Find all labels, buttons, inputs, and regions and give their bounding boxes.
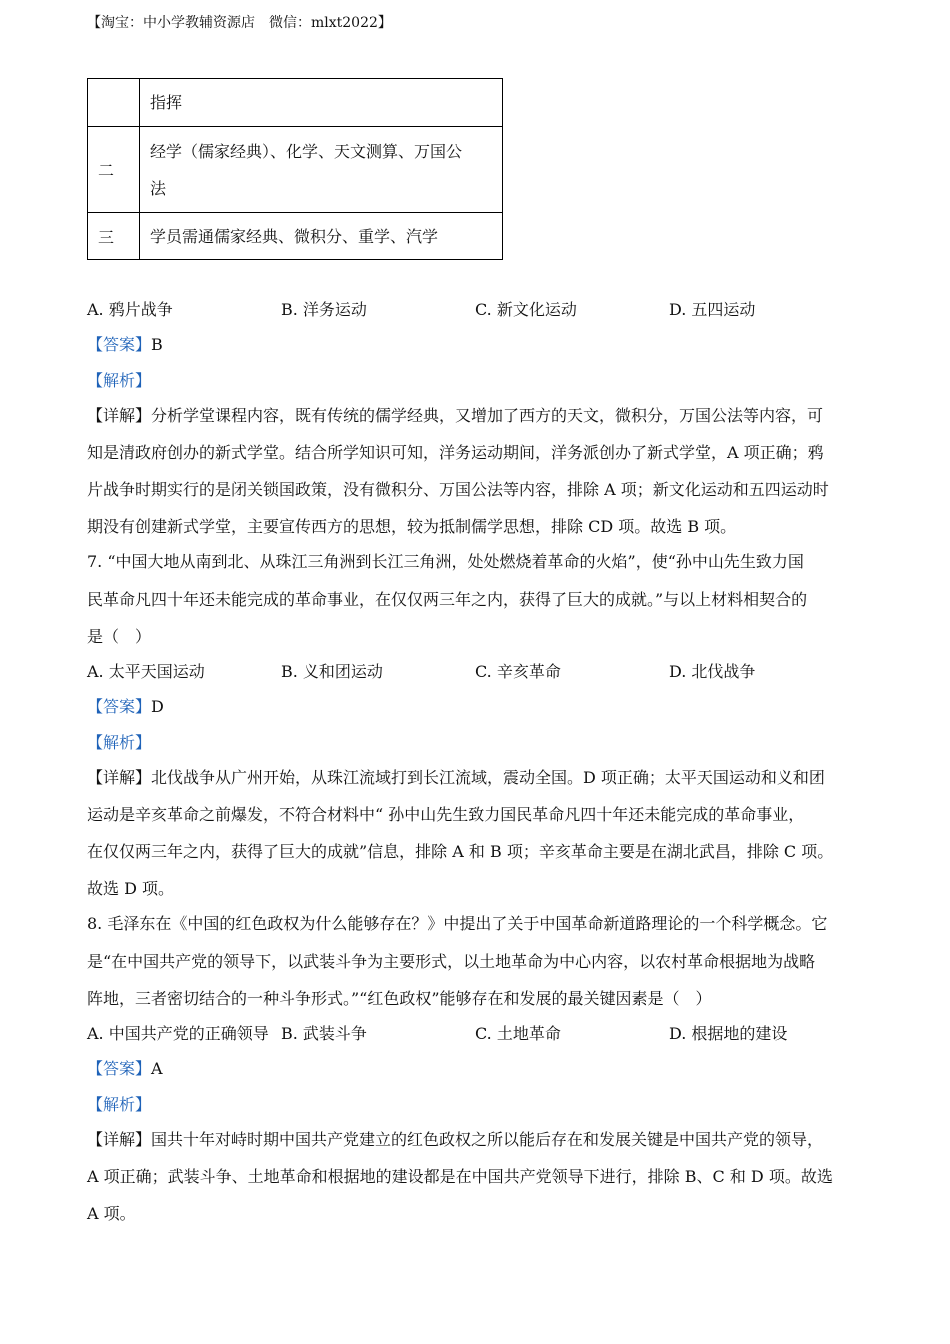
answer-value: B — [151, 335, 163, 354]
option-a: A. 太平天国运动 — [87, 662, 205, 681]
q6-detail-line: 知是清政府创办的新式学堂。结合所学知识可知，洋务运动期间，洋务派创办了新式学堂，A 项正确；鸦 — [87, 443, 824, 462]
q8-stem-line: 是“在中国共产党的领导下，以武装斗争为主要形式，以土地革命为中心内容，以农村革命根据地为战略 — [87, 952, 816, 971]
table-cell-number: 二 — [88, 127, 140, 213]
q6-answer — [87, 332, 163, 355]
q8-detail-line: A 项正确；武装斗争、土地革命和根据地的建设都是在中国共产党领导下进行，排除 B、C 和 D 项。故选 — [87, 1167, 833, 1186]
q7-detail-line: 运动是辛亥革命之前爆发，不符合材料中“ 孙中山先生致力国民革命凡四十年还未能完成的革命事业， — [87, 805, 805, 824]
option-a: A. 中国共产党的正确领导 — [87, 1024, 269, 1043]
q7-stem-line: 民革命凡四十年还未能完成的革命事业，在仅仅两三年之内，获得了巨大的成就。”与以上材料相契合的 — [87, 590, 808, 609]
table-row — [88, 79, 503, 127]
q8-detail-line: A 项。 — [87, 1204, 136, 1223]
q7-stem-line: 7. “中国大地从南到北、从珠江三角洲到长江三角洲，处处燃烧着革命的火焰”，使“孙中山先生致力国 — [87, 552, 804, 571]
table-cell-content: 经学（儒家经典）、化学、天文测算、万国公 法 — [140, 127, 503, 213]
option-d: D. 北伐战争 — [669, 662, 756, 681]
table-row — [88, 127, 503, 213]
q6-options — [87, 297, 867, 319]
q7-analysis-tag: 【解析】 — [87, 733, 152, 752]
q6-analysis-tag: 【解析】 — [87, 371, 152, 390]
option-b: B. 洋务运动 — [281, 300, 367, 319]
table-row — [88, 213, 503, 260]
q8-stem-line: 阵地，三者密切结合的一种斗争形式。”“红色政权”能够存在和发展的最关键因素是（ ） — [87, 989, 712, 1008]
q7-detail-line: 故选 D 项。 — [87, 879, 175, 898]
option-d: D. 五四运动 — [669, 300, 756, 319]
q8-detail-line: 【详解】国共十年对峙时期中国共产党建立的红色政权之所以能后存在和发展关键是中国共产党的领导， — [87, 1130, 824, 1149]
q6-detail-line: 【详解】分析学堂课程内容，既有传统的儒学经典，又增加了西方的天文，微积分，万国公法等内容，可 — [87, 406, 824, 425]
table-cell-content: 指挥 — [140, 79, 503, 127]
q7-detail-line: 在仅仅两三年之内，获得了巨大的成就”信息，排除 A 和 B 项；辛亥革命主要是在湖北武昌，排除 C 项。 — [87, 842, 834, 861]
q7-stem-line: 是（ ） — [87, 627, 152, 646]
page-header: 【淘宝：中小学教辅资源店 微信：mlxt2022】 — [87, 15, 392, 31]
table-cell-content: 学员需通儒家经典、微积分、重学、汽学 — [140, 213, 503, 260]
q6-detail-line: 片战争时期实行的是闭关锁国政策，没有微积分、万国公法等内容，排除 A 项；新文化运动和五四运动时 — [87, 480, 829, 499]
answer-tag: 【答案】 — [87, 335, 152, 354]
q8-analysis-tag: 【解析】 — [87, 1095, 152, 1114]
q8-options — [87, 1021, 867, 1043]
q7-answer — [87, 694, 164, 717]
answer-value: D — [151, 697, 164, 716]
q8-stem-line: 8. 毛泽东在《中国的红色政权为什么能够存在？》中提出了关于中国革命新道路理论的一个科学概念。它 — [87, 914, 828, 933]
option-b: B. 义和团运动 — [281, 662, 383, 681]
q7-options — [87, 659, 867, 681]
q7-detail-line: 【详解】北伐战争从广州开始，从珠江流域打到长江流域，震动全国。D 项正确；太平天国运动和义和团 — [87, 768, 825, 787]
option-b: B. 武装斗争 — [281, 1024, 367, 1043]
option-a: A. 鸦片战争 — [87, 300, 173, 319]
course-table — [87, 78, 503, 260]
option-c: C. 土地革命 — [475, 1024, 561, 1043]
answer-value: A — [151, 1059, 163, 1078]
table-cell-number — [88, 79, 140, 127]
table-cell-number: 三 — [88, 213, 140, 260]
answer-tag: 【答案】 — [87, 1059, 152, 1078]
q6-detail-line: 期没有创建新式学堂，主要宣传西方的思想，较为抵制儒学思想，排除 CD 项。故选 B 项。 — [87, 517, 737, 536]
option-c: C. 新文化运动 — [475, 300, 577, 319]
option-d: D. 根据地的建设 — [669, 1024, 788, 1043]
option-c: C. 辛亥革命 — [475, 662, 561, 681]
q8-answer — [87, 1056, 163, 1079]
answer-tag: 【答案】 — [87, 697, 152, 716]
